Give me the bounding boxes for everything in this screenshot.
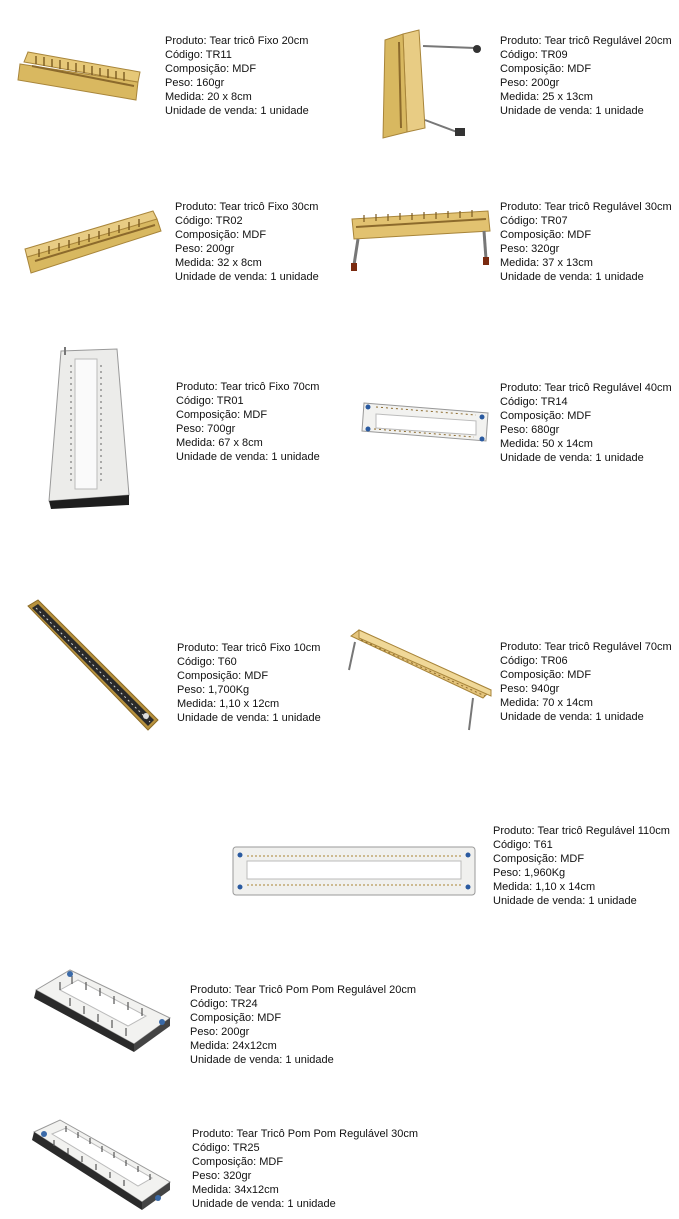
product-unit: Unidade de venda: 1 unidade	[190, 1054, 334, 1066]
product-size: Medida: 25 x 13cm	[500, 91, 593, 103]
product-unit: Unidade de venda: 1 unidade	[500, 105, 644, 117]
product-weight: Peso: 200gr	[175, 243, 235, 255]
product-info	[177, 641, 321, 725]
product-info	[500, 200, 672, 284]
product-composition: Composição: MDF	[493, 853, 585, 865]
product-composition: Composição: MDF	[176, 409, 268, 421]
product-code: Código: T60	[177, 656, 237, 668]
product-composition: Composição: MDF	[500, 410, 592, 422]
product-composition: Composição: MDF	[500, 63, 592, 75]
product-size: Medida: 50 x 14cm	[500, 438, 593, 450]
product-composition: Composição: MDF	[500, 669, 592, 681]
product-info	[165, 34, 309, 118]
product-weight: Peso: 1,700Kg	[177, 684, 250, 696]
product-info	[500, 381, 672, 465]
product-weight: Peso: 680gr	[500, 424, 560, 436]
product-name: Produto: Tear tricô Regulável 30cm	[500, 201, 672, 213]
product-composition: Composição: MDF	[177, 670, 269, 682]
product-composition: Composição: MDF	[165, 63, 257, 75]
product-size: Medida: 34x12cm	[192, 1184, 279, 1196]
loom-image	[362, 395, 492, 445]
product-name: Produto: Tear tricô Regulável 70cm	[500, 641, 672, 653]
product-size: Medida: 1,10 x 14cm	[493, 881, 596, 893]
loom-image	[233, 845, 477, 897]
product-code: Código: TR14	[500, 396, 568, 408]
product-info	[493, 824, 670, 908]
loom-image	[25, 205, 165, 283]
product-info	[176, 380, 320, 464]
product-weight: Peso: 320gr	[192, 1170, 252, 1182]
product-size: Medida: 70 x 14cm	[500, 697, 593, 709]
product-weight: Peso: 700gr	[176, 423, 236, 435]
loom-image	[30, 968, 172, 1068]
product-code: Código: TR24	[190, 998, 258, 1010]
product-composition: Composição: MDF	[175, 229, 267, 241]
product-weight: Peso: 200gr	[190, 1026, 250, 1038]
product-composition: Composição: MDF	[500, 229, 592, 241]
product-size: Medida: 67 x 8cm	[176, 437, 263, 449]
product-unit: Unidade de venda: 1 unidade	[500, 711, 644, 723]
loom-image	[28, 598, 160, 736]
product-weight: Peso: 320gr	[500, 243, 560, 255]
product-info	[190, 983, 416, 1067]
product-unit: Unidade de venda: 1 unidade	[192, 1198, 336, 1210]
product-unit: Unidade de venda: 1 unidade	[177, 712, 321, 724]
product-code: Código: T61	[493, 839, 553, 851]
product-size: Medida: 24x12cm	[190, 1040, 277, 1052]
product-weight: Peso: 160gr	[165, 77, 225, 89]
product-name: Produto: Tear tricô Fixo 10cm	[177, 642, 321, 654]
product-size: Medida: 32 x 8cm	[175, 257, 262, 269]
product-name: Produto: Tear tricô Regulável 40cm	[500, 382, 672, 394]
product-name: Produto: Tear tricô Fixo 20cm	[165, 35, 309, 47]
product-composition: Composição: MDF	[190, 1012, 282, 1024]
product-code: Código: TR07	[500, 215, 568, 227]
product-info	[192, 1127, 418, 1211]
product-code: Código: TR01	[176, 395, 244, 407]
product-name: Produto: Tear tricô Regulável 110cm	[493, 825, 670, 837]
product-code: Código: TR11	[165, 49, 232, 61]
product-info	[175, 200, 319, 284]
loom-image	[18, 42, 143, 112]
product-name: Produto: Tear Tricô Pom Pom Regulável 20cm	[190, 984, 417, 996]
product-size: Medida: 37 x 13cm	[500, 257, 593, 269]
loom-image	[345, 630, 495, 735]
product-size: Medida: 1,10 x 12cm	[177, 698, 280, 710]
product-name: Produto: Tear tricô Regulável 20cm	[500, 35, 672, 47]
product-name: Produto: Tear Tricô Pom Pom Regulável 30cm	[192, 1128, 419, 1140]
product-info	[500, 34, 672, 118]
product-info	[500, 640, 672, 724]
loom-image	[350, 205, 492, 273]
product-code: Código: TR09	[500, 49, 568, 61]
product-unit: Unidade de venda: 1 unidade	[500, 271, 644, 283]
product-unit: Unidade de venda: 1 unidade	[493, 895, 637, 907]
product-composition: Composição: MDF	[192, 1156, 284, 1168]
product-code: Código: TR25	[192, 1142, 260, 1154]
product-size: Medida: 20 x 8cm	[165, 91, 252, 103]
product-name: Produto: Tear tricô Fixo 30cm	[175, 201, 319, 213]
product-unit: Unidade de venda: 1 unidade	[176, 451, 320, 463]
product-code: Código: TR06	[500, 655, 568, 667]
product-name: Produto: Tear tricô Fixo 70cm	[176, 381, 320, 393]
loom-image	[45, 345, 135, 510]
product-weight: Peso: 940gr	[500, 683, 560, 695]
product-unit: Unidade de venda: 1 unidade	[165, 105, 309, 117]
product-unit: Unidade de venda: 1 unidade	[500, 452, 644, 464]
loom-image	[30, 1118, 172, 1216]
product-weight: Peso: 200gr	[500, 77, 560, 89]
product-code: Código: TR02	[175, 215, 243, 227]
product-weight: Peso: 1,960Kg	[493, 867, 566, 879]
product-unit: Unidade de venda: 1 unidade	[175, 271, 319, 283]
loom-image	[375, 28, 490, 153]
